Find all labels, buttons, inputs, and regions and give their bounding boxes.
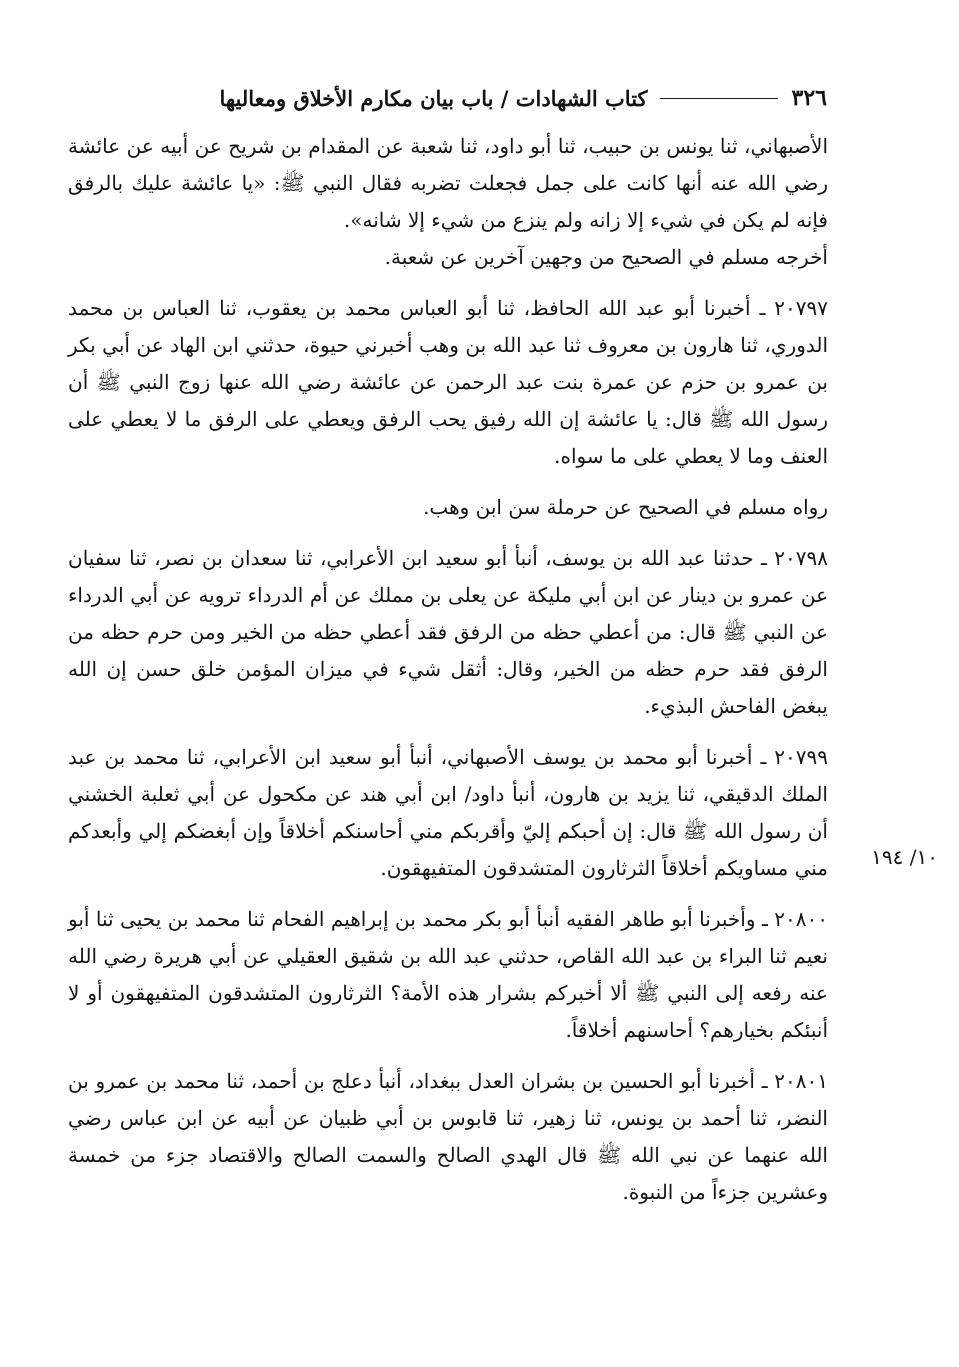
hadith-paragraph: ٢٠٧٩٩ ـ أخبرنا أبو محمد بن يوسف الأصبهاني، أنبأ أبو سعيد ابن الأعرابي، ثنا محمد بن عبد الملك الدقيقي، ثنا يزيد بن هارون، أنبأ داود/ ابن أبي هند عن مكحول عن أبي ثعلبة الخشني أن رسول الله ﷺ قال: إن أحبكم إليّ وأقربكم مني أحاسنكم أخلاقاً وإن أبغضكم إلي وأبعدكم مني مساويكم أخلاقاً الثرثارون المتشدقون المتفيهقون.: [68, 745, 828, 880]
hadith-paragraph: ٢٠٧٩٧ ـ أخبرنا أبو عبد الله الحافظ، ثنا أبو العباس محمد بن يعقوب، ثنا العباس بن محمد الدوري، ثنا هارون بن معروف ثنا عبد الله بن وهب أخبرني حيوة، حدثني ابن الهاد عن أبي بكر بن عمرو بن حزم عن عمرة بنت عبد الرحمن عن عائشة رضي الله عنها زوج النبي ﷺ أن رسول الله ﷺ قال: يا عائشة إن الله رفيق يحب الرفق ويعطي على الرفق ما لا يعطي على العنف وما لا يعطي على ما سواه.: [68, 296, 828, 468]
paragraph: رواه مسلم في الصحيح عن حرملة سن ابن وهب.: [423, 495, 828, 519]
page-number: ٣٢٦: [791, 85, 827, 111]
running-title: كتاب الشهادات / باب بيان مكارم الأخلاق ومعاليها: [219, 85, 648, 111]
hadith-paragraph: ٢٠٨٠١ ـ أخبرنا أبو الحسين بن بشران العدل ببغداد، أنبأ دعلج بن أحمد، ثنا محمد بن عمرو بن النضر، ثنا أحمد بن يونس، ثنا زهير، ثنا قابوس بن أبي ظبيان عن أبيه عن ابن عباس رضي الله عنهما عن نبي الله ﷺ قال الهدي الصالح والسمت الصالح والاقتصاد جزء من خمسة وعشرين جزءاً من النبوة.: [68, 1069, 828, 1204]
hadith-paragraph: ٢٠٧٩٨ ـ حدثنا عبد الله بن يوسف، أنبأ أبو سعيد ابن الأعرابي، ثنا سعدان بن نصر، ثنا سفيان عن عمرو بن دينار عن ابن أبي مليكة عن يعلى بن مملك عن أم الدرداء ترويه عن أبي الدرداء عن النبي ﷺ قال: من أعطي حظه من الرفق فقد أعطي حظه من الخير ومن حرم حظه من الرفق فقد حرم حظه من الخير، وقال: أثقل شيء في ميزان المؤمن خلق حسن إن الله يبغض الفاحش البذيء.: [68, 546, 828, 718]
hadith-paragraph: ٢٠٨٠٠ ـ وأخبرنا أبو طاهر الفقيه أنبأ أبو بكر محمد بن إبراهيم الفحام ثنا محمد بن يحيى ثنا أبو نعيم ثنا البراء بن عبد الله القاص، حدثني عبد الله بن شقيق العقيلي عن أبي هريرة رضي الله عنه رفعه إلى النبي ﷺ ألا أخبركم بشرار هذه الأمة؟ الثرثارون المتشدقون المتفيهقون أو لا أنبئكم بخيارهم؟ أحاسنهم أخلاقاً.: [68, 907, 828, 1042]
body-text: [68, 128, 828, 1211]
header-rule: [660, 98, 778, 99]
paragraph: الأصبهاني، ثنا يونس بن حبيب، ثنا أبو داود، ثنا شعبة عن المقدام بن شريح عن أبيه عن عائشة رضي الله عنه أنها كانت على جمل فجعلت تضربه فقال النبي ﷺ: «يا عائشة عليك بالرفق فإنه لم يكن في شيء إلا زانه ولم ينزع من شيء إلا شانه».: [68, 134, 828, 232]
paragraph: أخرجه مسلم في الصحيح من وجهين آخرين عن شعبة.: [384, 245, 828, 269]
running-head: [62, 80, 827, 116]
margin-reference: ١٠/ ١٩٤: [871, 845, 938, 869]
